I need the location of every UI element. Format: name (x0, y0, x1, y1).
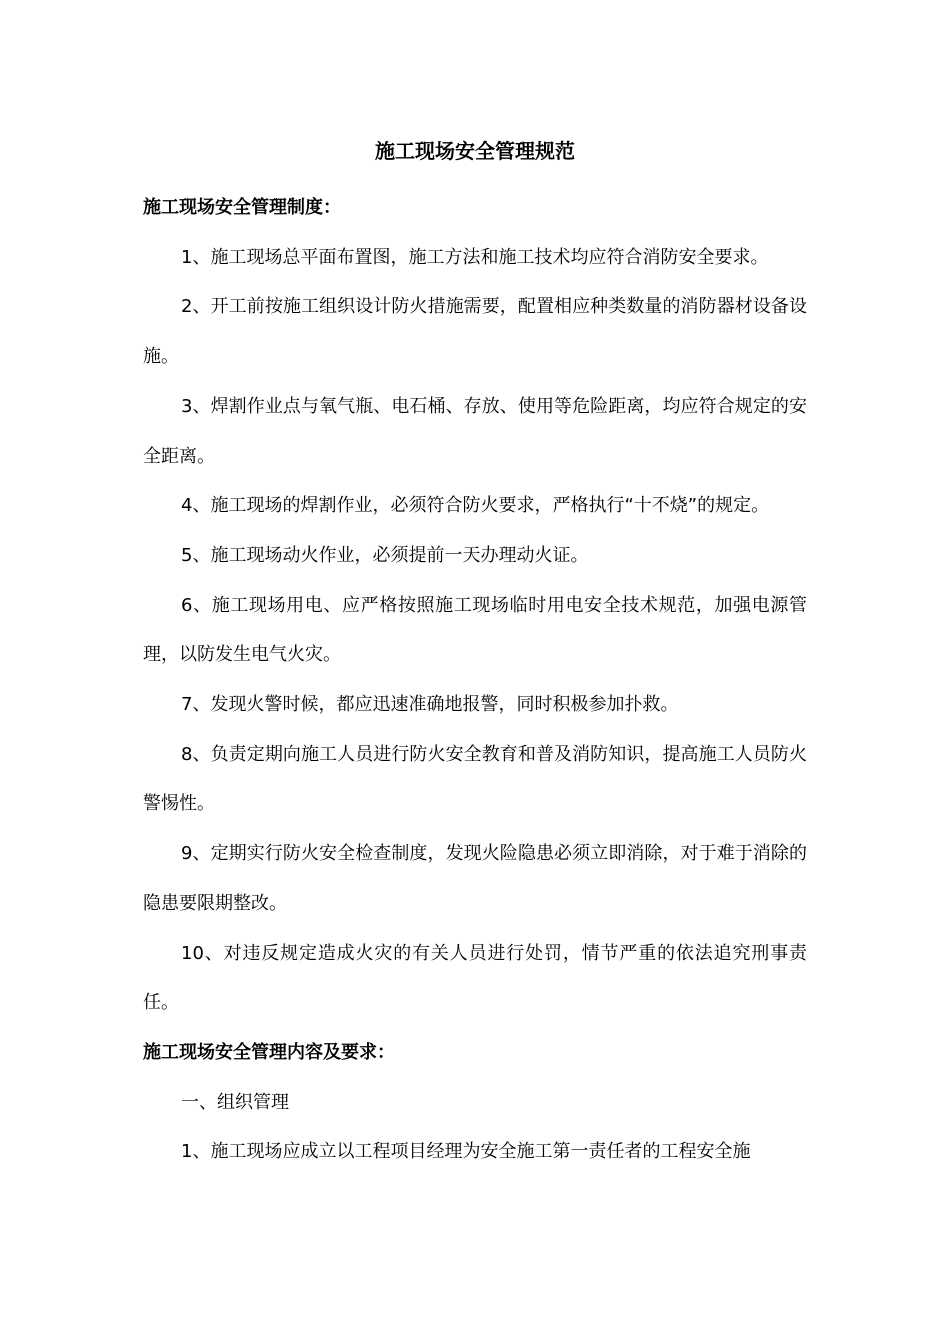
org-item-1: 1、施工现场应成立以工程项目经理为安全施工第一责任者的工程安全施 (181, 1141, 751, 1163)
rule-item-10: 10、对违反规定造成火灾的有关人员进行处罚，情节严重的依法追究刑事责任。 (143, 942, 807, 1014)
subsection-heading-organization: 一、组织管理 (181, 1091, 289, 1113)
rule-item-7: 7、发现火警时候，都应迅速准确地报警，同时积极参加扑救。 (181, 694, 679, 716)
rule-item-3: 3、焊割作业点与氧气瓶、电石桶、存放、使用等危险距离，均应符合规定的安全距离。 (143, 395, 807, 467)
rule-item-6: 6、施工现场用电、应严格按照施工现场临时用电安全技术规范，加强电源管理，以防发生电气火灾。 (143, 594, 807, 666)
rule-item-9: 9、定期实行防火安全检查制度，发现火险隐患必须立即消除，对于难于消除的隐患要限期整改。 (143, 843, 807, 914)
rule-item-1: 1、施工现场总平面布置图，施工方法和施工技术均应符合消防安全要求。 (181, 246, 769, 268)
rule-item-4: 4、施工现场的焊割作业，必须符合防火要求，严格执行“十不烧”的规定。 (181, 495, 770, 517)
rule-item-5: 5、施工现场动火作业，必须提前一天办理动火证。 (181, 544, 589, 566)
rule-item-2: 2、开工前按施工组织设计防火措施需要，配置相应种类数量的消防器材设备设施。 (143, 296, 807, 368)
document-body (143, 183, 807, 1177)
section-heading-content-requirements: 施工现场安全管理内容及要求： (143, 1041, 395, 1063)
rule-item-8: 8、负责定期向施工人员进行防火安全教育和普及消防知识，提高施工人员防火警惕性。 (143, 743, 807, 815)
document-title: 施工现场安全管理规范 (375, 139, 575, 163)
section-heading-safety-rules: 施工现场安全管理制度： (143, 197, 341, 218)
